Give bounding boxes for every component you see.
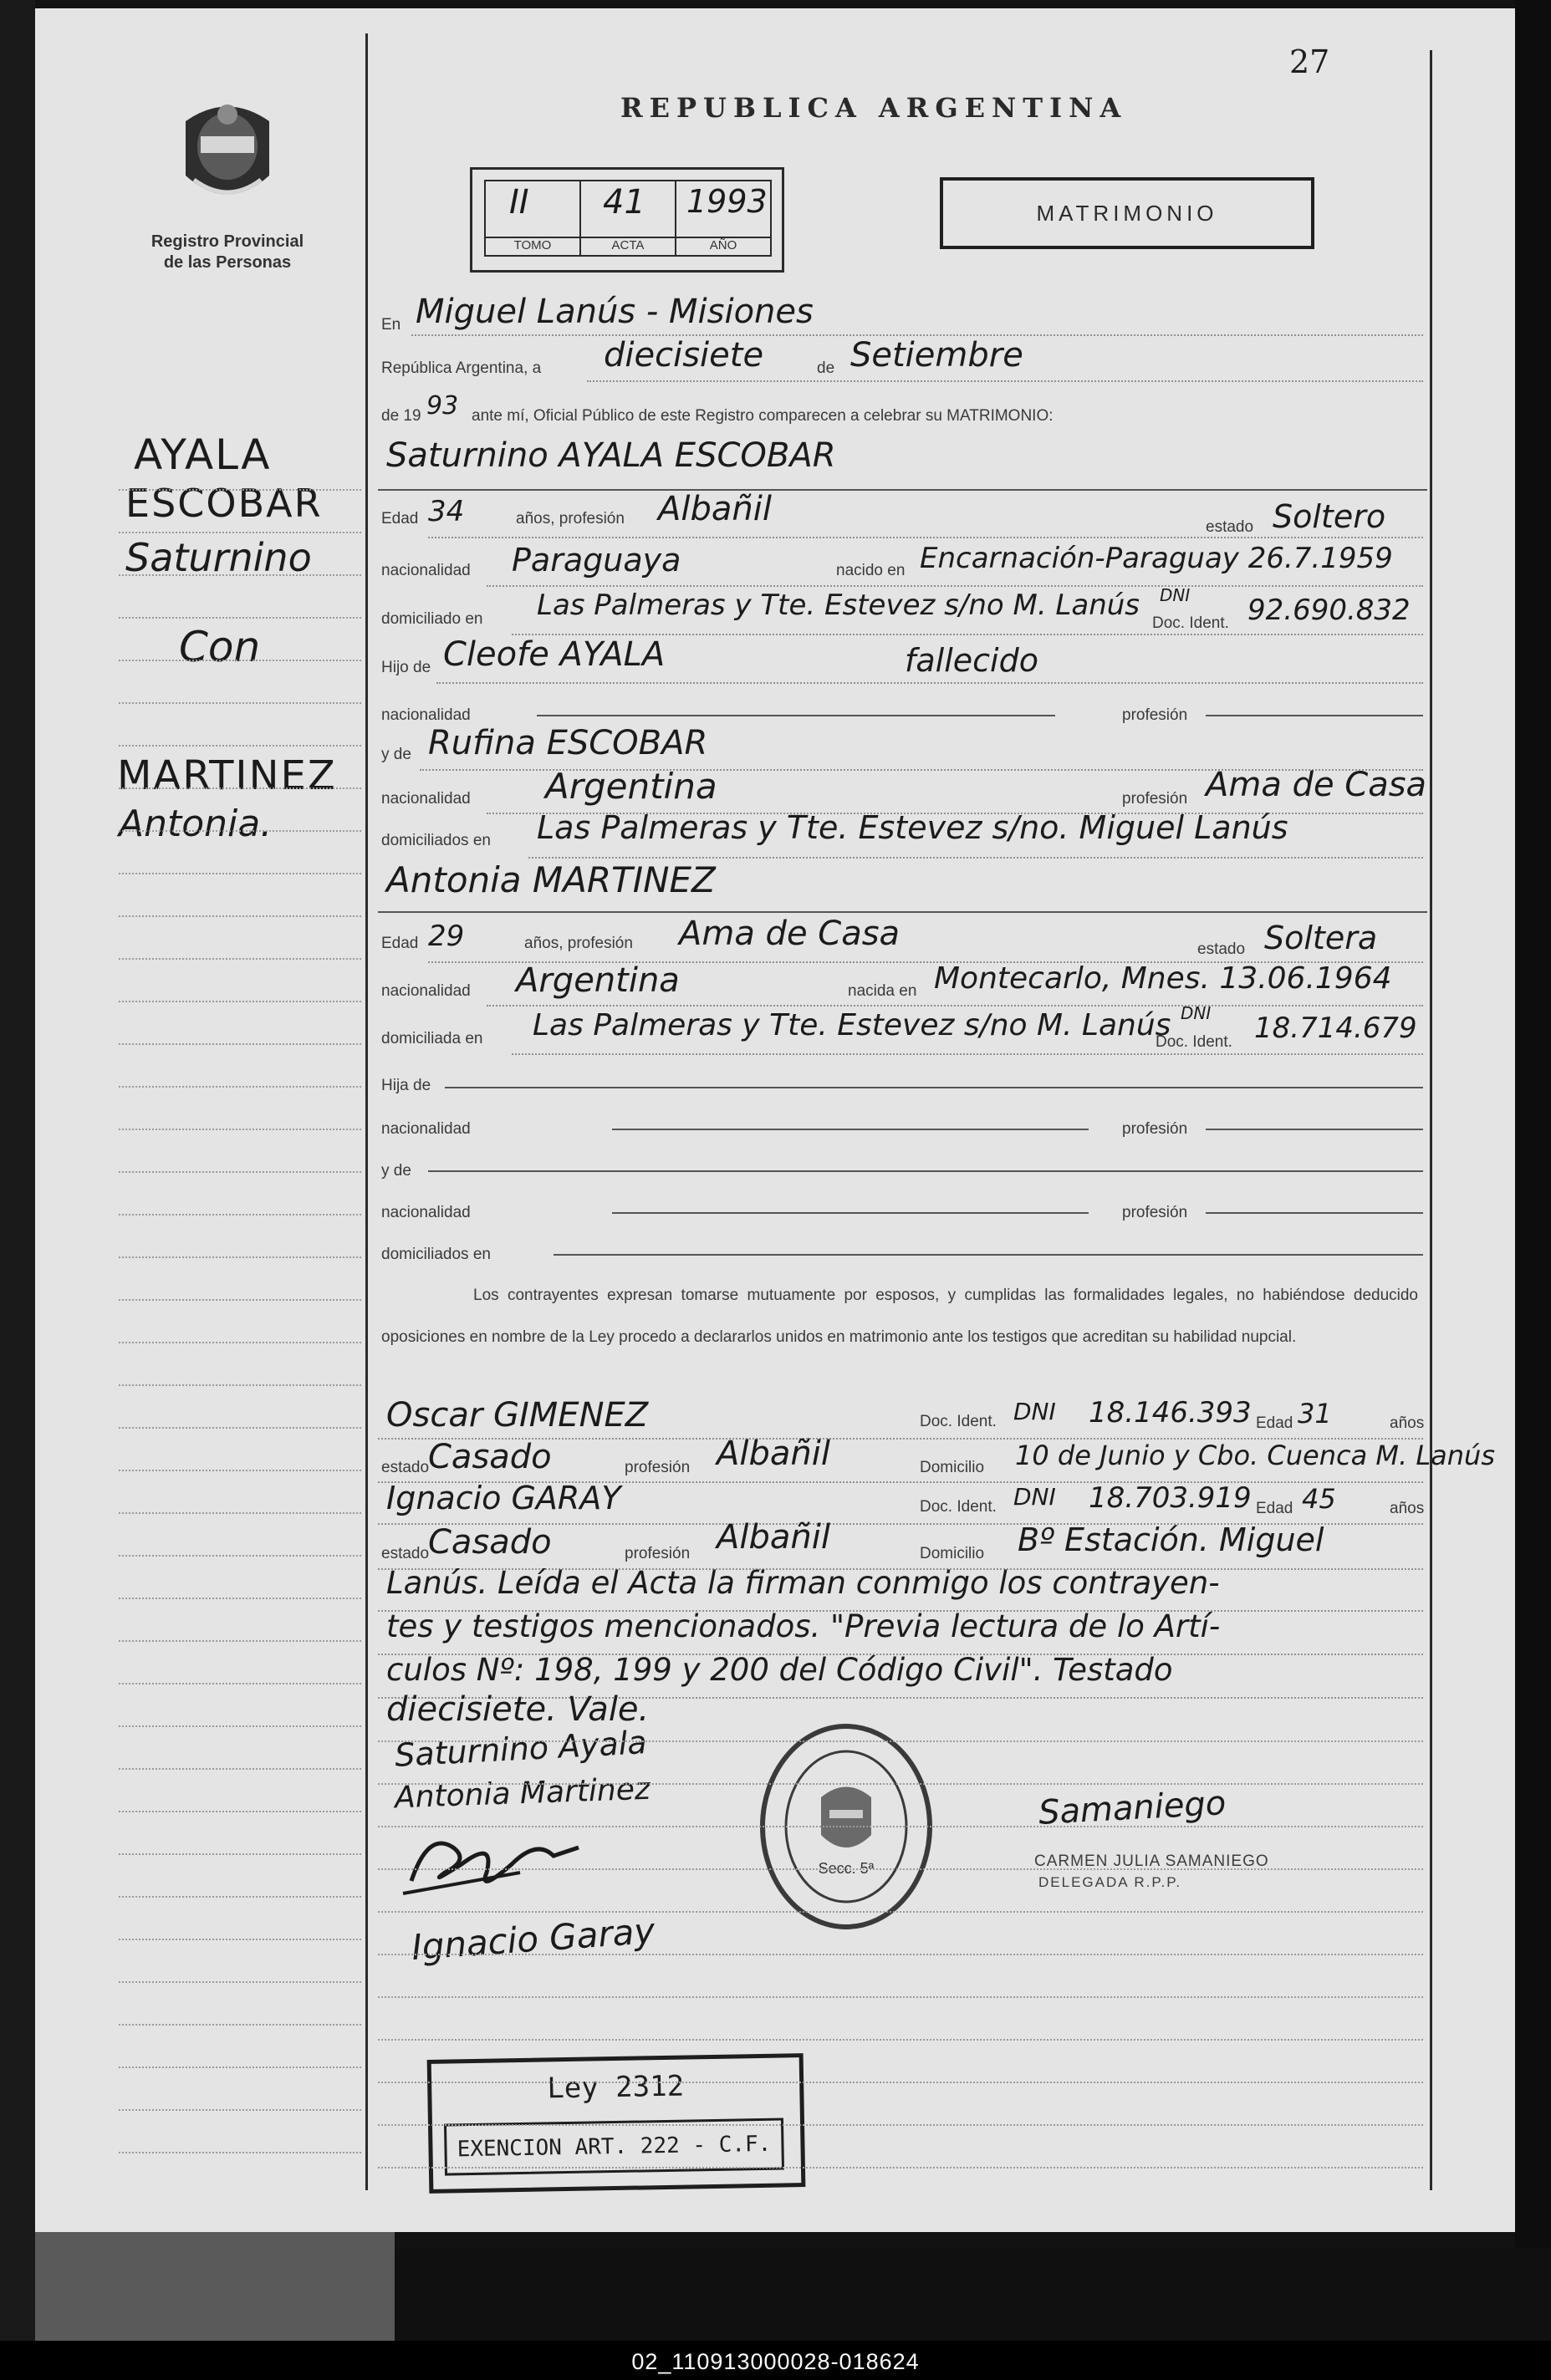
label-doc-ident: Doc. Ident. [1156,1033,1232,1051]
groom-status: Soltero [1273,498,1386,535]
label-domiciliados-en: domiciliados en [381,832,491,849]
body-ruled-line [378,1740,1423,1742]
record-box [470,167,784,273]
margin-ruled-line [119,2024,361,2026]
label-nacionalidad: nacionalidad [381,706,471,724]
dotted-line [436,682,1423,684]
official-role: DELEGADA R.P.P. [1038,1874,1182,1890]
margin-ruled-line [119,1043,361,1045]
margin-ruled-line [119,1384,361,1386]
country-title: REPUBLICA ARGENTINA [620,92,1128,124]
margin-ruled-line [119,2109,361,2111]
label-nacionalidad: nacionalidad [381,982,471,1000]
signature-bride: Antonia Martinez [394,1771,651,1816]
label-domicilio: Domicilio [920,1545,985,1562]
label-en: En [381,316,401,334]
groom-father-note: fallecido [905,642,1038,679]
dotted-line [512,1053,1423,1055]
body-ruled-line [378,1996,1423,1998]
label-y-de: y de [381,1162,411,1180]
closing-line1: Lanús. Leída el Acta la firman conmigo los contrayen- [386,1565,1220,1601]
label-anos-profesion: años, profesión [516,510,625,527]
underline [428,1170,1423,1172]
label-anos: años [1390,1414,1425,1432]
closing-line2: tes y testigos mencionados. "Previa lectura de lo Artí- [386,1608,1221,1644]
tomo-label: TOMO [486,237,579,252]
closing-line4: diecisiete. Vale. [386,1690,650,1729]
signature-witness1 [395,1814,604,1906]
book-cover-edge [1515,0,1551,2307]
margin-ruled-line [119,830,361,832]
act-type-box [940,177,1314,249]
label-republica: República Argentina, a [381,359,542,377]
mother-nationality: Argentina [545,766,717,807]
acta-cell [581,181,676,255]
label-anos-profesion: años, profesión [524,935,633,952]
margin-firstname: Saturnino [125,535,312,580]
bride-name: Antonia MARTINEZ [386,859,716,900]
margin-ruled-line [119,1001,361,1002]
groom-address: Las Palmeras y Tte. Estevez s/no M. Lanús [537,589,1140,622]
margin-ruled-line [119,1470,361,1471]
groom-birthplace: Encarnación-Paraguay 26.7.1959 [920,542,1393,575]
body-ruled-line [378,1783,1423,1785]
body-ruled-line [378,1911,1423,1913]
margin-ruled-line [119,1811,361,1812]
label-de: de [817,359,835,377]
signature-groom: Saturnino Ayala [394,1724,648,1774]
underline [378,489,1427,491]
margin-ruled-line [119,489,361,491]
acta-value: 41 [603,183,645,222]
label-y-de: y de [381,746,411,763]
label-estado: estado [1197,940,1246,958]
groom-doc: 92.690.832 [1247,594,1411,627]
label-nacido-en: nacido en [836,562,906,579]
label-hijo-de: Hijo de [381,659,431,676]
margin-ruled-line [119,2152,361,2153]
bride-status: Soltera [1264,920,1378,956]
label-de-19: de 19 [381,407,421,425]
margin-ruled-line [119,574,361,576]
margin-ruled-line [119,702,361,704]
label-estado: estado [1206,518,1254,536]
witness1-doc: 18.146.393 [1089,1396,1252,1430]
margin-surname3: MARTINEZ [117,752,337,799]
book-bottom-edge [393,2249,1551,2341]
label-profesion: profesión [625,1545,691,1562]
margin-ruled-line [119,787,361,789]
margin-ruled-line [119,1981,361,1983]
groom-nationality: Paraguaya [512,542,681,578]
witness2-doc: 18.703.919 [1089,1481,1252,1515]
margin-ruled-line [119,1171,361,1173]
groom-father: Cleofe AYALA [443,635,666,674]
label-edad: Edad [1256,1500,1293,1517]
page-number: 27 [1289,43,1330,80]
margin-ruled-line [119,660,361,661]
margin-ruled-line [119,745,361,747]
margin-ruled-line [119,617,361,619]
tomo-value: II [509,183,529,222]
place-year: 93 [426,391,459,420]
ley-stamp-line2: EXENCION ART. 222 - C.F. [444,2118,784,2176]
label-nacionalidad: nacionalidad [381,562,471,579]
margin-ruled-line [119,2067,361,2068]
underline [445,1087,1423,1088]
margin-ruled-line [119,1768,361,1770]
label-anos: años [1390,1500,1425,1517]
ley-stamp [427,2053,806,2194]
label-nacionalidad: nacionalidad [381,790,471,808]
margin-ruled-line [119,532,361,533]
margin-ruled-line [119,1129,361,1130]
signature-witness2: Ignacio Garay [410,1909,656,1969]
official-name: CARMEN JULIA SAMANIEGO [1034,1853,1269,1870]
label-estado: estado [381,1459,430,1476]
act-type-label: MATRIMONIO [1036,201,1218,226]
bride-nationality: Argentina [516,961,680,1000]
groom-profession: Albañil [658,490,772,528]
certificate-page [35,8,1515,2232]
margin-firstname2: Antonia. [119,803,273,845]
margin-ruled-line [119,958,361,960]
margin-con: Con [179,623,261,671]
declaration-text: Los contrayentes expresan tomarse mutuamente por esposos, y cumplidas las formalidades legales, no habiéndose deducido oposiciones en nombre de la Ley procedo a declararlos unidos en matrimonio ante los testigos que acreditan su habilidad nupcial. [381,1287,1418,1346]
label-edad: Edad [1256,1414,1293,1432]
ano-cell [676,181,770,255]
dotted-line [528,857,1423,859]
groom-mother: Rufina ESCOBAR [428,724,708,762]
margin-ruled-line [119,1853,361,1855]
page-shadow [35,2232,395,2349]
closing-line3: culos Nº: 198, 199 y 200 del Código Civil". Testado [386,1652,1173,1688]
underline [1206,715,1423,716]
label-nacida-en: nacida en [848,982,917,1000]
margin-ruled-line [119,1555,361,1557]
place-city: Miguel Lanús - Misiones [416,293,814,331]
groom-name: Saturnino AYALA ESCOBAR [386,436,836,475]
label-profesion: profesión [1122,790,1188,808]
body-ruled-line [378,2082,1423,2083]
signature-scribble-icon [395,1814,604,1906]
body-ruled-line [378,1868,1423,1870]
margin-ruled-line [119,1598,361,1599]
ano-value: 1993 [686,183,768,220]
margin-surname1: AYALA [134,431,272,479]
margin-ruled-line [119,1725,361,1727]
underline [537,715,1055,716]
witness2-status: Casado [428,1523,552,1562]
margin-surname2: ESCOBAR [125,481,323,526]
registry-logo [177,96,278,213]
tomo-cell [486,181,581,255]
registry-name-line2: de las Personas [163,253,292,272]
margin-ruled-line [119,915,361,917]
margin-ruled-line [119,1512,361,1514]
underline [612,1212,1089,1214]
ley-stamp-line1: Ley 2312 [547,2069,685,2106]
witness1-status: Casado [428,1438,552,1476]
label-nacionalidad: nacionalidad [381,1120,471,1138]
label-doc-ident: Doc. Ident. [1152,614,1229,632]
underline [378,911,1427,913]
dotted-line [587,380,1423,382]
margin-divider [365,33,368,2190]
dotted-line [487,1005,1423,1007]
label-edad: Edad [381,935,419,952]
label-profesion: profesión [625,1459,691,1476]
label-nacionalidad: nacionalidad [381,1204,471,1221]
groom-dni-mark: DNI [1160,585,1191,605]
label-doc-ident: Doc. Ident. [920,1413,997,1430]
underline [612,1129,1089,1130]
label-hija-de: Hija de [381,1077,431,1094]
mother-profession: Ama de Casa [1206,766,1427,804]
book-binding [0,0,35,2349]
margin-ruled-line [119,1256,361,1258]
bride-doc: 18.714.679 [1254,1012,1417,1045]
margin-ruled-line [119,1896,361,1898]
witness2-name: Ignacio GARAY [386,1480,621,1516]
label-edad: Edad [381,510,419,527]
official-signature: Samaniego [1037,1784,1227,1832]
margin-ruled-line [119,1086,361,1088]
dotted-line [428,537,1423,538]
witness2-age: 45 [1302,1483,1336,1515]
label-ante-mi: ante mí, Oficial Público de este Registro comparecen a celebrar su MATRIMONIO: [472,407,1054,425]
witness2-dni-label: DNI [1013,1483,1056,1511]
place-day: diecisiete [604,336,764,375]
groom-age: 34 [428,495,465,528]
place-month: Setiembre [850,336,1023,375]
witness1-age: 31 [1298,1398,1332,1430]
label-profesion: profesión [1122,706,1188,724]
dotted-line [487,585,1423,587]
witness2-address: Bº Estación. Miguel [1018,1521,1324,1558]
seal-section: Secc. 5ª [818,1860,875,1877]
label-domicilio: Domicilio [920,1459,985,1476]
margin-ruled-line [119,873,361,874]
ano-label: AÑO [676,237,770,252]
underline [554,1254,1423,1256]
bride-birthplace: Montecarlo, Mnes. 13.06.1964 [934,961,1392,996]
margin-ruled-line [119,1683,361,1684]
body-ruled-line [378,2167,1423,2169]
underline [1206,1129,1423,1130]
margin-ruled-line [119,1427,361,1429]
right-border [1430,50,1432,2190]
body-ruled-line [378,1954,1423,1955]
body-ruled-line [378,2039,1423,2041]
body-ruled-line [378,1826,1423,1827]
margin-ruled-line [119,1640,361,1642]
margin-ruled-line [119,1939,361,1940]
label-domiciliados-en: domiciliados en [381,1246,491,1263]
bride-address: Las Palmeras y Tte. Estevez s/no M. Lanús [533,1008,1171,1042]
acta-label: ACTA [581,237,675,252]
label-profesion: profesión [1122,1204,1188,1221]
label-estado: estado [381,1545,430,1562]
label-domiciliada-en: domiciliada en [381,1030,483,1047]
witness2-profession: Albañil [717,1518,830,1557]
label-doc-ident: Doc. Ident. [920,1498,997,1516]
margin-ruled-line [119,1214,361,1215]
coat-of-arms-icon [177,96,278,213]
margin-ruled-line [119,1299,361,1301]
witness1-dni-label: DNI [1013,1398,1056,1425]
image-id-text: 02_110913000028-018624 [631,2349,920,2374]
witness1-profession: Albañil [717,1435,830,1473]
bride-dni-mark: DNI [1181,1003,1212,1023]
image-id-bar [0,2341,1551,2380]
bride-profession: Ama de Casa [679,915,900,953]
bride-age: 29 [428,920,465,953]
label-domiciliado-en: domiciliado en [381,610,483,628]
parents-address: Las Palmeras y Tte. Estevez s/no. Miguel Lanús [537,809,1288,846]
witness1-address: 10 de Junio y Cbo. Cuenca M. Lanús [1015,1440,1495,1471]
body-ruled-line [378,2124,1423,2126]
label-profesion: profesión [1122,1120,1188,1138]
witness1-name: Oscar GIMENEZ [386,1396,649,1435]
registry-name-line1: Registro Provincial [151,232,304,251]
underline [1206,1212,1423,1214]
margin-ruled-line [119,1342,361,1343]
